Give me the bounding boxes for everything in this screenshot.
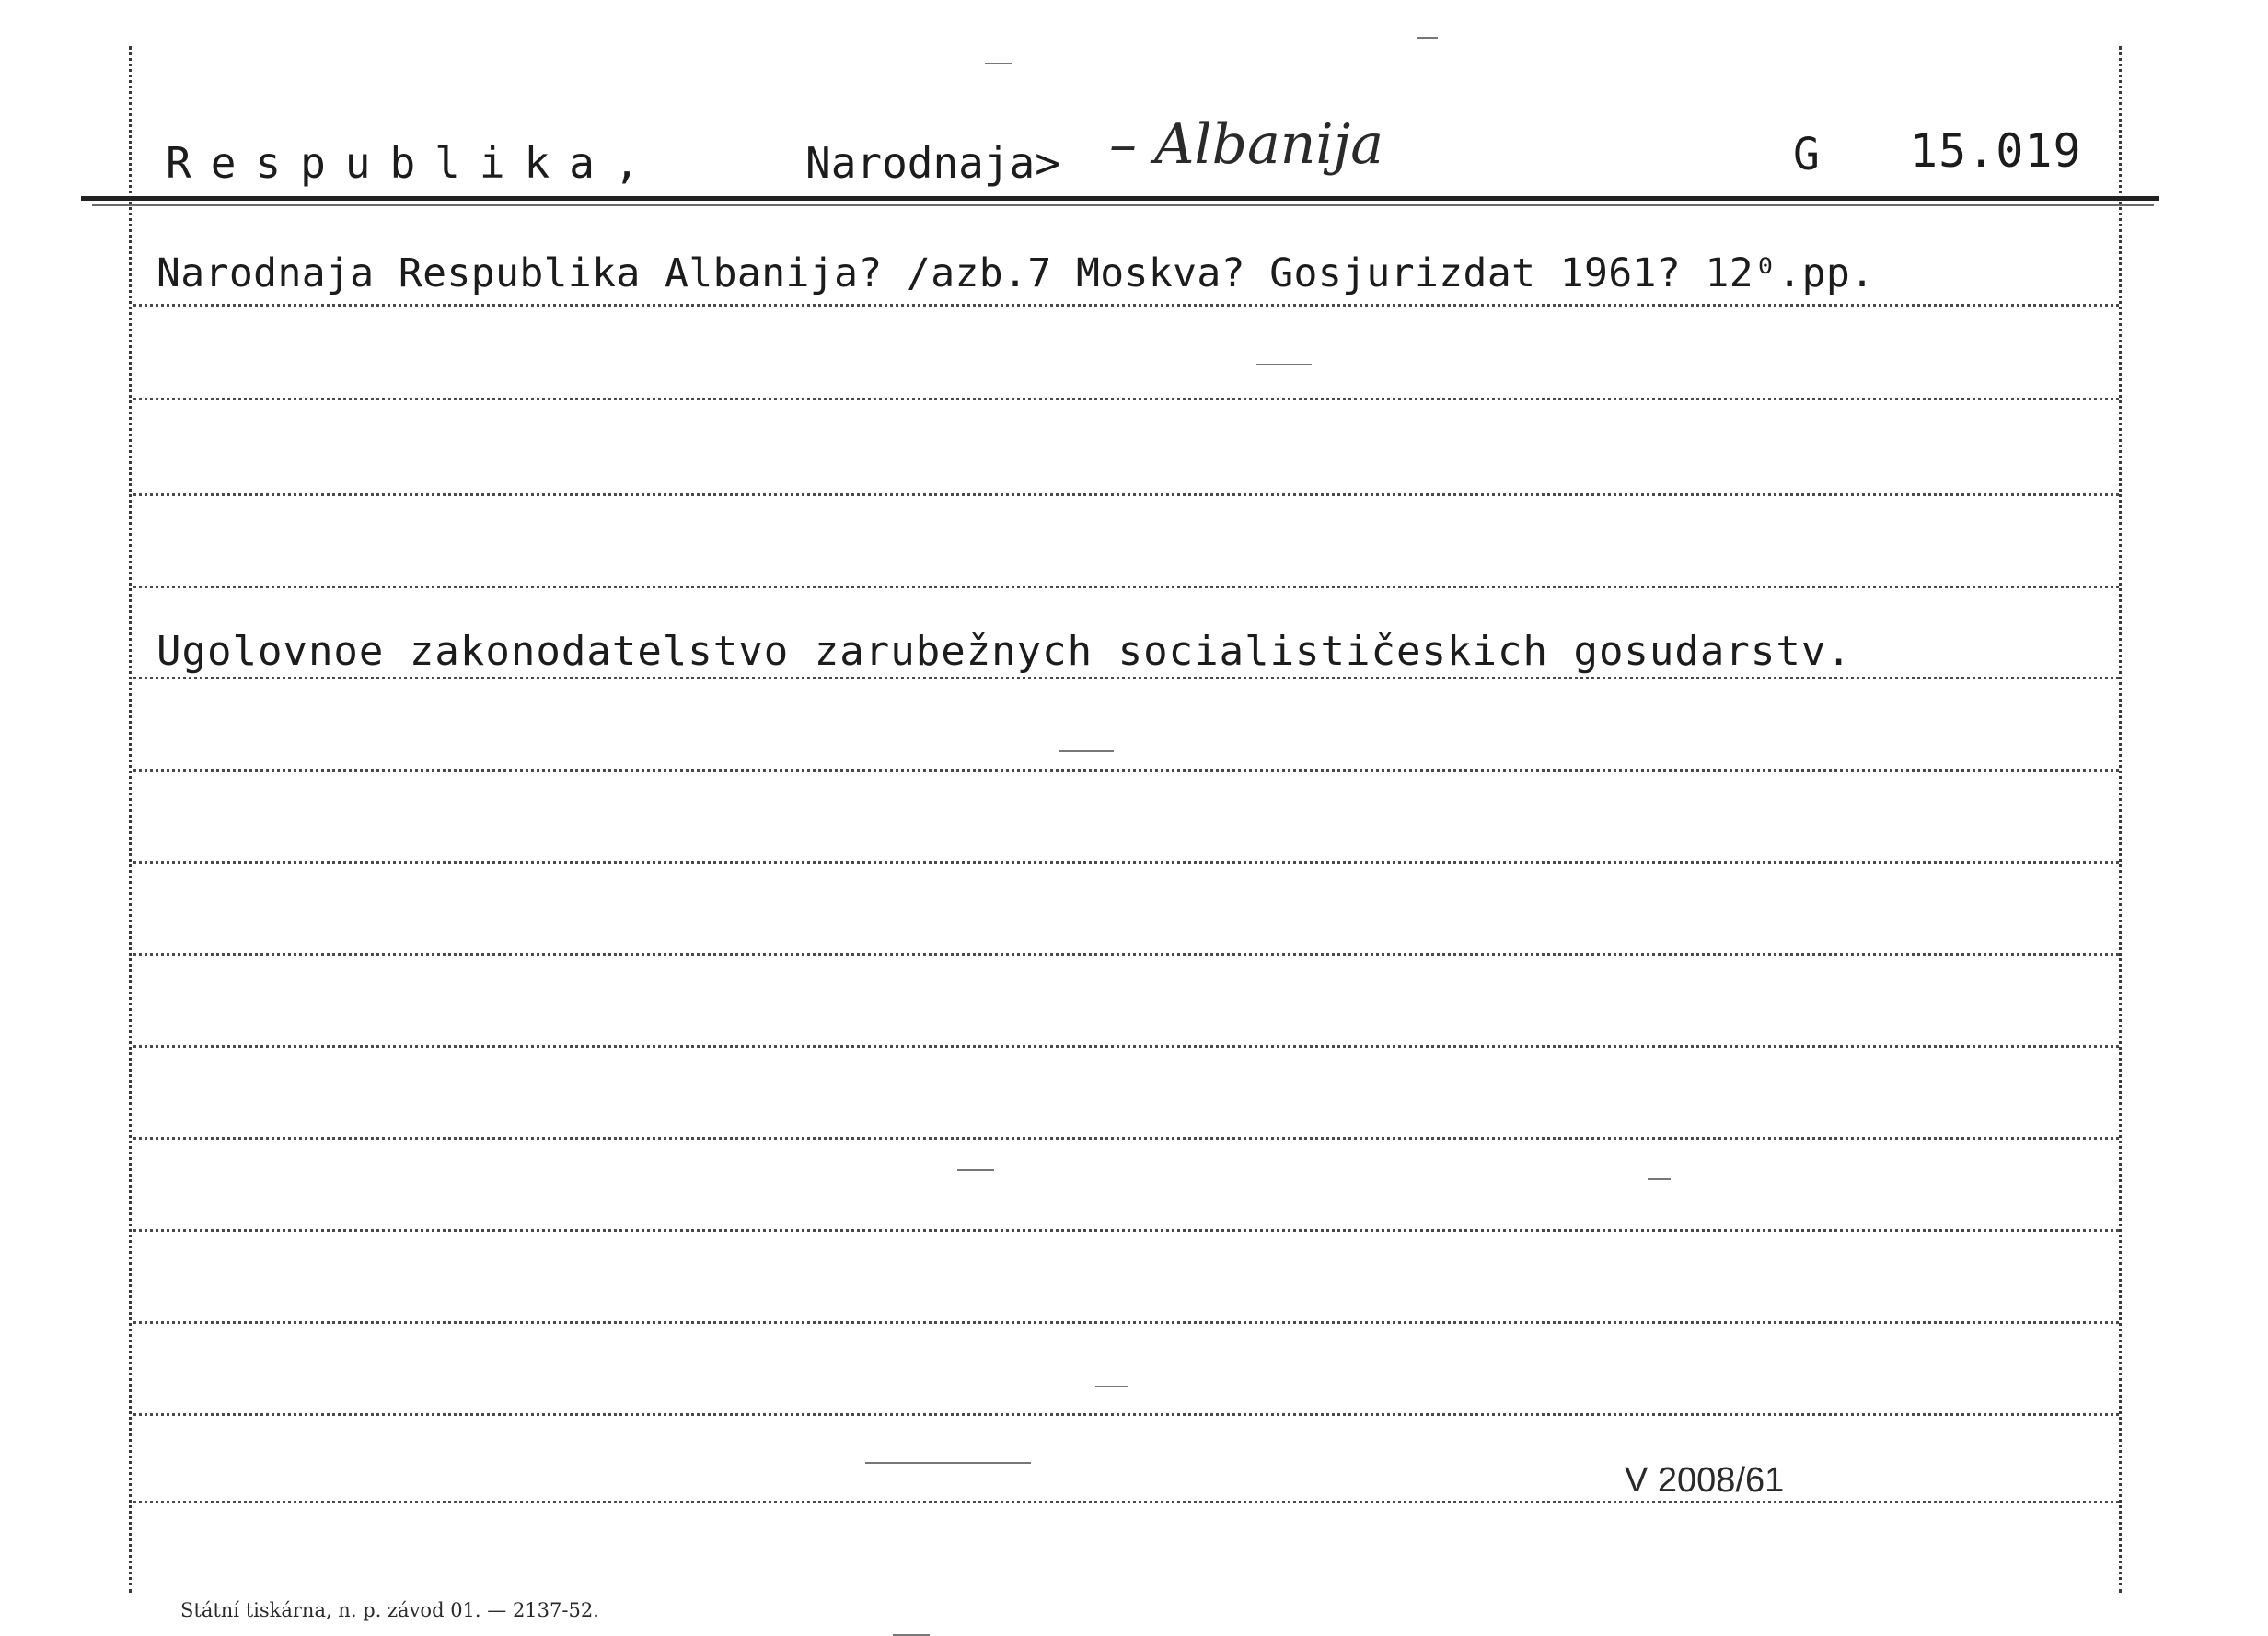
ruled-line: [133, 304, 2119, 307]
ruled-line: [133, 1137, 2119, 1140]
scan-mark: [1648, 1178, 1671, 1180]
ruled-line: [133, 398, 2119, 400]
ruled-line: [133, 1321, 2119, 1324]
scan-mark: [865, 1462, 1031, 1464]
heading-handwritten-annotation: – Albanija: [1109, 112, 1383, 177]
ruled-line: [133, 586, 2119, 588]
ruled-line: [133, 861, 2119, 864]
scan-mark: [1256, 364, 1312, 365]
scan-mark: [957, 1169, 994, 1171]
accession-number: V 2008/61: [1625, 1461, 1785, 1500]
shelf-mark-letter: G: [1793, 129, 1820, 180]
scan-mark: [985, 63, 1012, 64]
ruled-line: [133, 1229, 2119, 1232]
scan-mark: [1059, 750, 1114, 752]
ruled-line: [133, 1045, 2119, 1048]
heading-rule-secondary: [92, 204, 2154, 206]
scan-mark: [1095, 1386, 1128, 1387]
scan-mark: [1418, 37, 1438, 39]
ruled-line: [133, 769, 2119, 772]
ruled-line: [133, 677, 2119, 679]
imprint-line: Narodnaja Respublika Albanija? /azb.7 Moskva? Gosjurizdat 1961? 12⁰.pp.: [156, 250, 1875, 296]
shelf-mark-number: 15.019: [1910, 124, 2082, 178]
ruled-line: [133, 1413, 2119, 1416]
heading-main-word: Respublika,: [166, 138, 659, 188]
ruled-line: [133, 953, 2119, 956]
ruled-line: [133, 493, 2119, 496]
series-title-line: Ugolovnoe zakonodatelstvo zarubežnych socialističeskich gosudarstv.: [156, 628, 1852, 675]
card-right-border: [2119, 46, 2122, 1593]
card-left-border: [129, 46, 132, 1593]
heading-secondary-word: Narodnaja>: [805, 138, 1060, 188]
printer-note: Státní tiskárna, n. p. závod 01. — 2137-52.: [180, 1599, 599, 1621]
ruled-line: [133, 1501, 2119, 1503]
heading-rule: [81, 196, 2159, 201]
